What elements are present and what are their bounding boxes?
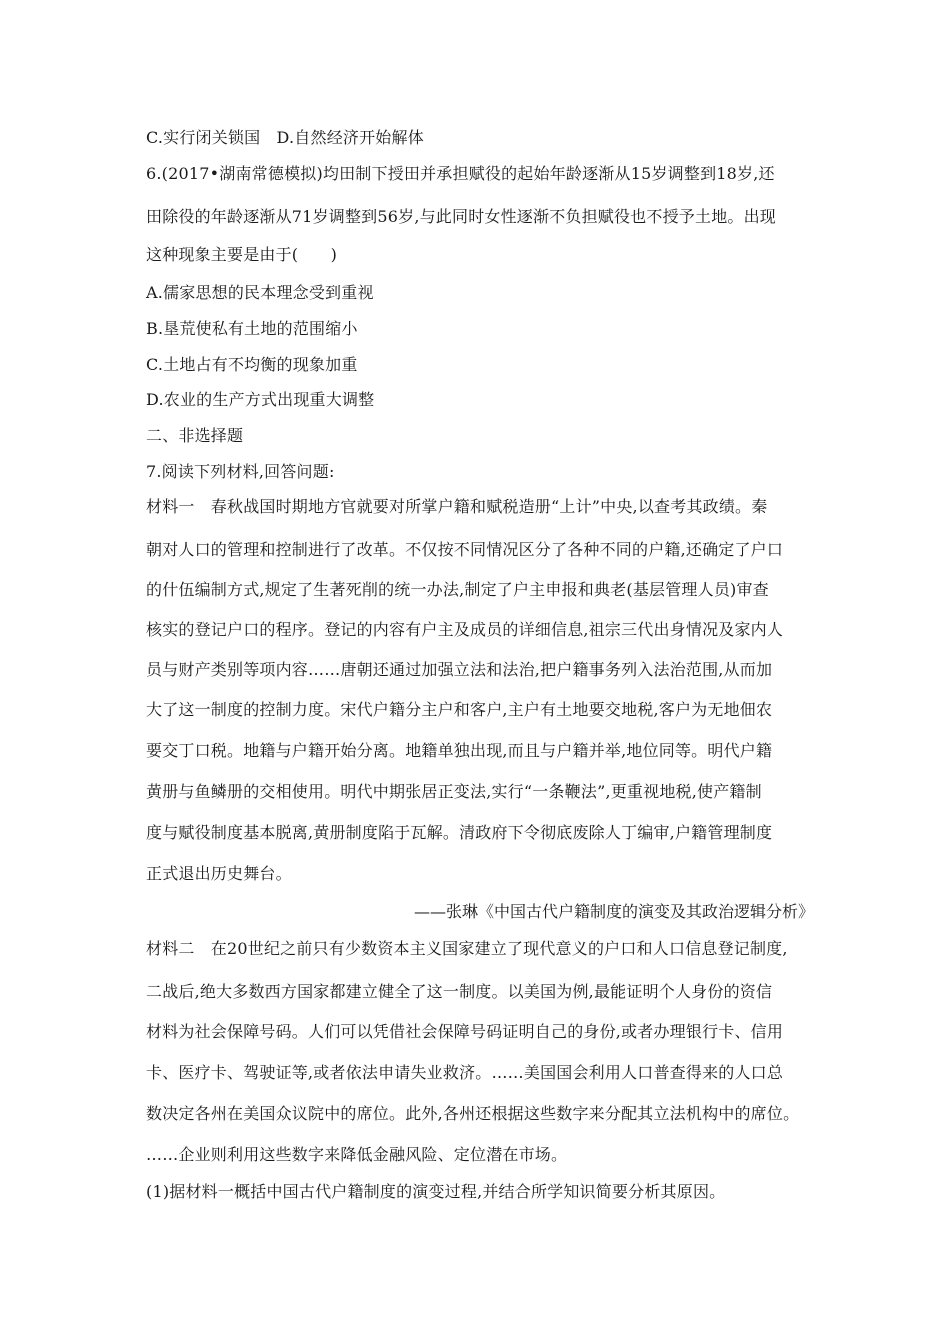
question-6-stem-line-3: 这种现象主要是由于( )	[146, 245, 338, 264]
material-2-line-6: ……企业则利用这些数字来降低金融风险、定位潜在市场。	[146, 1145, 568, 1164]
material-1-source: ——张琳《中国古代户籍制度的演变及其政治逻辑分析》	[413, 902, 814, 921]
section-2-title: 二、非选择题	[146, 426, 244, 445]
material-1-line-7: 要交丁口税。地籍与户籍开始分离。地籍单独出现,而且与户籍并举,地位同等。明代户籍	[146, 741, 773, 760]
question-7-sub-question-1: (1)据材料一概括中国古代户籍制度的演变过程,并结合所学知识简要分析其原因。	[146, 1182, 726, 1201]
material-1-line-3: 的什伍编制方式,规定了生著死削的统一办法,制定了户主申报和典老(基层管理人员)审查	[146, 580, 769, 599]
question-6-option-c: C.土地占有不均衡的现象加重	[146, 355, 358, 374]
question-6-option-a: A.儒家思想的民本理念受到重视	[146, 283, 374, 302]
question-6-stem-line-1: 6.(2017•湖南常德模拟)均田制下授田并承担赋役的起始年龄逐渐从15岁调整到18岁,还	[146, 164, 775, 183]
material-1-line-6: 大了这一制度的控制力度。宋代户籍分主户和客户,主户有土地要交地税,客户为无地佃农	[146, 700, 773, 719]
material-1-line-1: 材料一 春秋战国时期地方官就要对所掌户籍和赋税造册“上计”中央,以查考其政绩。秦	[146, 497, 768, 516]
material-1-line-10: 正式退出历史舞台。	[146, 864, 292, 883]
question-6-option-d: D.农业的生产方式出现重大调整	[146, 390, 375, 409]
material-2-line-2: 二战后,绝大多数西方国家都建立健全了这一制度。以美国为例,最能证明个人身份的资信	[146, 982, 773, 1001]
material-1-line-9: 度与赋役制度基本脱离,黄册制度陷于瓦解。清政府下令彻底废除人丁编审,户籍管理制度	[146, 823, 773, 842]
question-6-option-b: B.垦荒使私有土地的范围缩小	[146, 319, 358, 338]
material-1-line-8: 黄册与鱼鳞册的交相使用。明代中期张居正变法,实行“一条鞭法”,更重视地税,使产籍制	[146, 782, 762, 801]
material-1-line-2: 朝对人口的管理和控制进行了改革。不仅按不同情况区分了各种不同的户籍,还确定了户口	[146, 540, 784, 559]
material-2-line-3: 材料为社会保障号码。人们可以凭借社会保障号码证明自己的身份,或者办理银行卡、信用	[146, 1022, 784, 1041]
question-5-option-line: C.实行闭关锁国 D.自然经济开始解体	[146, 128, 424, 147]
material-2-line-4: 卡、医疗卡、驾驶证等,或者依法申请失业救济。……美国国会利用人口普查得来的人口总	[146, 1063, 784, 1082]
material-2-line-1: 材料二 在20世纪之前只有少数资本主义国家建立了现代意义的户口和人口信息登记制度,	[146, 939, 788, 958]
material-1-line-5: 员与财产类别等项内容……唐朝还通过加强立法和法治,把户籍事务列入法治范围,从而加	[146, 660, 773, 679]
material-2-line-5: 数决定各州在美国众议院中的席位。此外,各州还根据这些数字来分配其立法机构中的席位。	[146, 1104, 800, 1123]
question-6-stem-line-2: 田除役的年龄逐渐从71岁调整到56岁,与此同时女性逐渐不负担赋役也不授予土地。出现	[146, 207, 777, 226]
question-7-intro: 7.阅读下列材料,回答问题:	[146, 462, 335, 481]
material-1-line-4: 核实的登记户口的程序。登记的内容有户主及成员的详细信息,祖宗三代出身情况及家内人	[146, 620, 784, 639]
